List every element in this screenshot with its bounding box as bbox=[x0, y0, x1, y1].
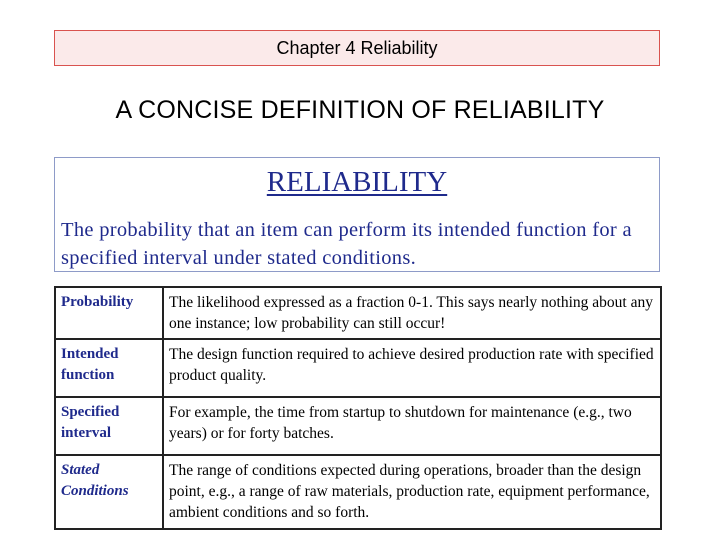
term-cell: Probability bbox=[55, 287, 163, 339]
description-cell: The range of conditions expected during operations, broader than the design point, e.g., a range of raw materials, production rate, equipment performance, ambient conditions and so forth. bbox=[163, 455, 661, 529]
chapter-title-box bbox=[54, 30, 660, 66]
definition-box bbox=[54, 157, 660, 272]
chapter-title: Chapter 4 Reliability bbox=[276, 37, 438, 58]
definition-text: The probability that an item can perform its intended function for a specified interval under stated conditions. bbox=[61, 219, 632, 269]
description-cell: For example, the time from startup to shutdown for maintenance (e.g., two years) or for forty batches. bbox=[163, 397, 661, 455]
terms-table bbox=[54, 286, 662, 530]
table-row bbox=[55, 287, 661, 339]
description-cell: The likelihood expressed as a fraction 0-1. This says nearly nothing about any one instance; low probability can still occur! bbox=[163, 287, 661, 339]
table-row bbox=[55, 397, 661, 455]
term-cell: Specified interval bbox=[55, 397, 163, 455]
term-cell: Intended function bbox=[55, 339, 163, 397]
definition-title-wrap bbox=[55, 166, 659, 199]
main-heading: A CONCISE DEFINITION OF RELIABILITY bbox=[115, 96, 605, 124]
table-row bbox=[55, 455, 661, 529]
description-cell: The design function required to achieve desired production rate with specified product quality. bbox=[163, 339, 661, 397]
term-cell: Stated Conditions bbox=[55, 455, 163, 529]
definition-title: RELIABILITY bbox=[266, 166, 448, 198]
table-row bbox=[55, 339, 661, 397]
